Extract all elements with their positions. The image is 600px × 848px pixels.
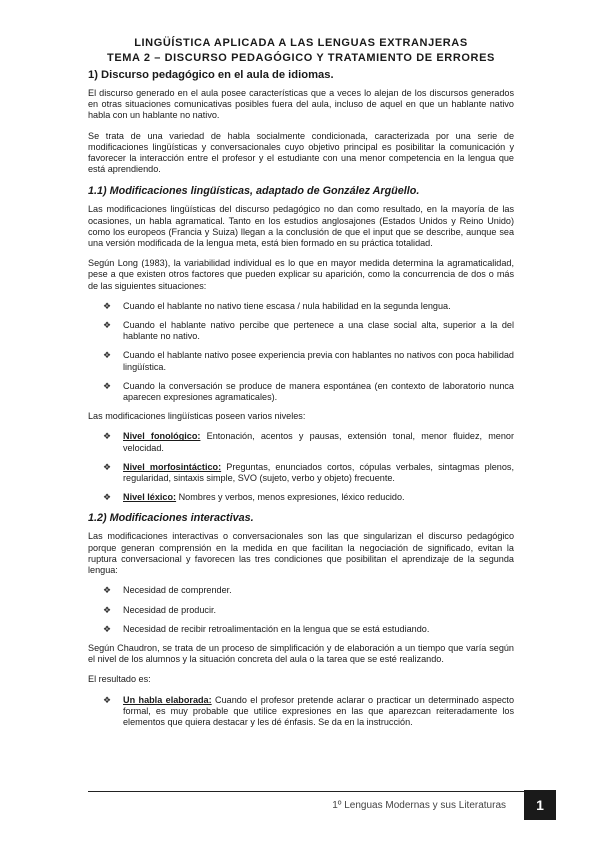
diamond-bullet-icon: ❖	[103, 300, 112, 311]
footer-divider	[88, 791, 524, 792]
diamond-bullet-icon: ❖	[103, 380, 112, 391]
diamond-bullet-icon: ❖	[103, 623, 112, 634]
list-item: ❖ Cuando la conversación se produce de manera espontánea (en contexto de laboratorio nunca aparecen expresiones agramaticales).	[103, 380, 514, 403]
list-item: ❖ Cuando el hablante no nativo tiene escasa / nula habilidad en la segunda lengua.	[103, 300, 451, 311]
section-1-1-paragraph-2: Según Long (1983), la variabilidad individual es lo que en mayor medida determina la agramaticalidad, pese a que existen otros factores que pueden explicar su aparición, como la concurrencia de dos o más de las siguientes situaciones:	[88, 258, 514, 291]
diamond-bullet-icon: ❖	[103, 492, 112, 503]
document-title-line1: LINGÜÍSTICA APLICADA A LAS LENGUAS EXTRANJERAS	[134, 37, 468, 49]
list-item: ❖ Nivel fonológico: Entonación, acentos y pausas, extensión tonal, menor fluidez, menor velocidad.	[103, 431, 514, 453]
diamond-bullet-icon: ❖	[103, 350, 112, 361]
needs-list	[88, 585, 514, 635]
diamond-bullet-icon: ❖	[103, 694, 112, 705]
list-item: ❖ Nivel léxico: Nombres y verbos, menos expresiones, léxico reducido.	[103, 492, 405, 503]
section-1-1-paragraph-1: Las modificaciones lingüísticas del discurso pedagógico no dan como resultado, en la mayoría de las ocasiones, un habla agramatical. Tanto en los estudios anglosajones (Estados Unidos y Reino Unido) como los europeos (Francia y Suiza) llegan a la conclusión de que el input que se describe, aunque sea una versión modificada de la lengua meta, está bien formado en su práctica totalidad.	[88, 204, 514, 249]
document-title-line2: TEMA 2 – DISCURSO PEDAGÓGICO Y TRATAMIENTO DE ERRORES	[107, 52, 495, 64]
results-list	[88, 695, 514, 729]
list-item: ❖ Necesidad de producir.	[103, 604, 217, 615]
section-1-heading: 1) Discurso pedagógico en el aula de idiomas.	[88, 69, 334, 81]
list-item: ❖ Un habla elaborada: Cuando el profesor pretende aclarar o practicar un determinado aspecto formal, es muy probable que utilice expresiones en las que aparezcan reiteradamente los elementos que quiera destacar y les dé énfasis. Se da en la instrucción.	[103, 694, 515, 727]
diamond-bullet-icon: ❖	[103, 431, 112, 442]
list-item: ❖ Cuando el hablante nativo percibe que pertenece a una clase social alta, superior a la del hablante no nativo.	[103, 320, 514, 342]
diamond-bullet-icon: ❖	[103, 604, 112, 615]
list-item: ❖ Cuando el hablante nativo posee experiencia previa con hablantes no nativos con poca habilidad lingüística.	[103, 350, 514, 372]
section-1-1-paragraph-3: Las modificaciones lingüísticas poseen varios niveles:	[88, 411, 306, 422]
page-number: 1	[524, 790, 556, 820]
diamond-bullet-icon: ❖	[103, 461, 112, 472]
section-1-2-heading: 1.2) Modificaciones interactivas.	[88, 512, 254, 525]
section-1-paragraph-2: Se trata de una variedad de habla socialmente condicionada, caracterizada por una serie de modificaciones lingüísticas y conversacionales cuyo objetivo principal es posibilitar la comunicación y favorecer la interacción entre el profesor y el estudiante con una menor competencia en la lengua que está aprendiendo.	[88, 130, 514, 175]
document-page	[88, 36, 514, 736]
footer-course-name: 1º Lenguas Modernas y sus Literaturas	[332, 800, 506, 811]
situations-list	[88, 301, 514, 403]
section-1-2-paragraph-2: Según Chaudron, se trata de un proceso de simplificación y de elaboración a un tiempo que varía según el nivel de los alumnos y la situación concreta del aula o la tarea que se esté realizando.	[88, 642, 514, 665]
diamond-bullet-icon: ❖	[103, 585, 112, 596]
list-item: ❖ Necesidad de recibir retroalimentación en la lengua que se está estudiando.	[103, 623, 430, 634]
section-1-2-paragraph-3: El resultado es:	[88, 674, 151, 685]
section-1-2-paragraph-1: Las modificaciones interactivas o conversacionales son las que singularizan el discurso pedagógico porque generan comprensión en la medida en que facilitan la negociación de significado, evitan la ruptura conversacional y favorecen las tres condiciones que posibilitan el aprendizaje de la segunda lengua:	[88, 531, 514, 576]
section-1-1-heading: 1.1) Modificaciones lingüísticas, adaptado de González Argüello.	[88, 185, 420, 198]
list-item: ❖ Necesidad de comprender.	[103, 585, 232, 596]
diamond-bullet-icon: ❖	[103, 320, 112, 331]
section-1-paragraph-1: El discurso generado en el aula posee características que a veces lo alejan de los discursos generados en otras situaciones comunicativas posibles fuera del aula, incluso de aquel en que un hablante nativo habla con un hablante no nativo.	[88, 88, 514, 121]
levels-list	[88, 431, 514, 503]
list-item: ❖ Nivel morfosintáctico: Preguntas, enunciados cortos, cópulas verbales, sintagmas plenos, regularidad, sintaxis simple, SVO (sujeto, verbo y objeto) frecuente.	[103, 461, 514, 484]
